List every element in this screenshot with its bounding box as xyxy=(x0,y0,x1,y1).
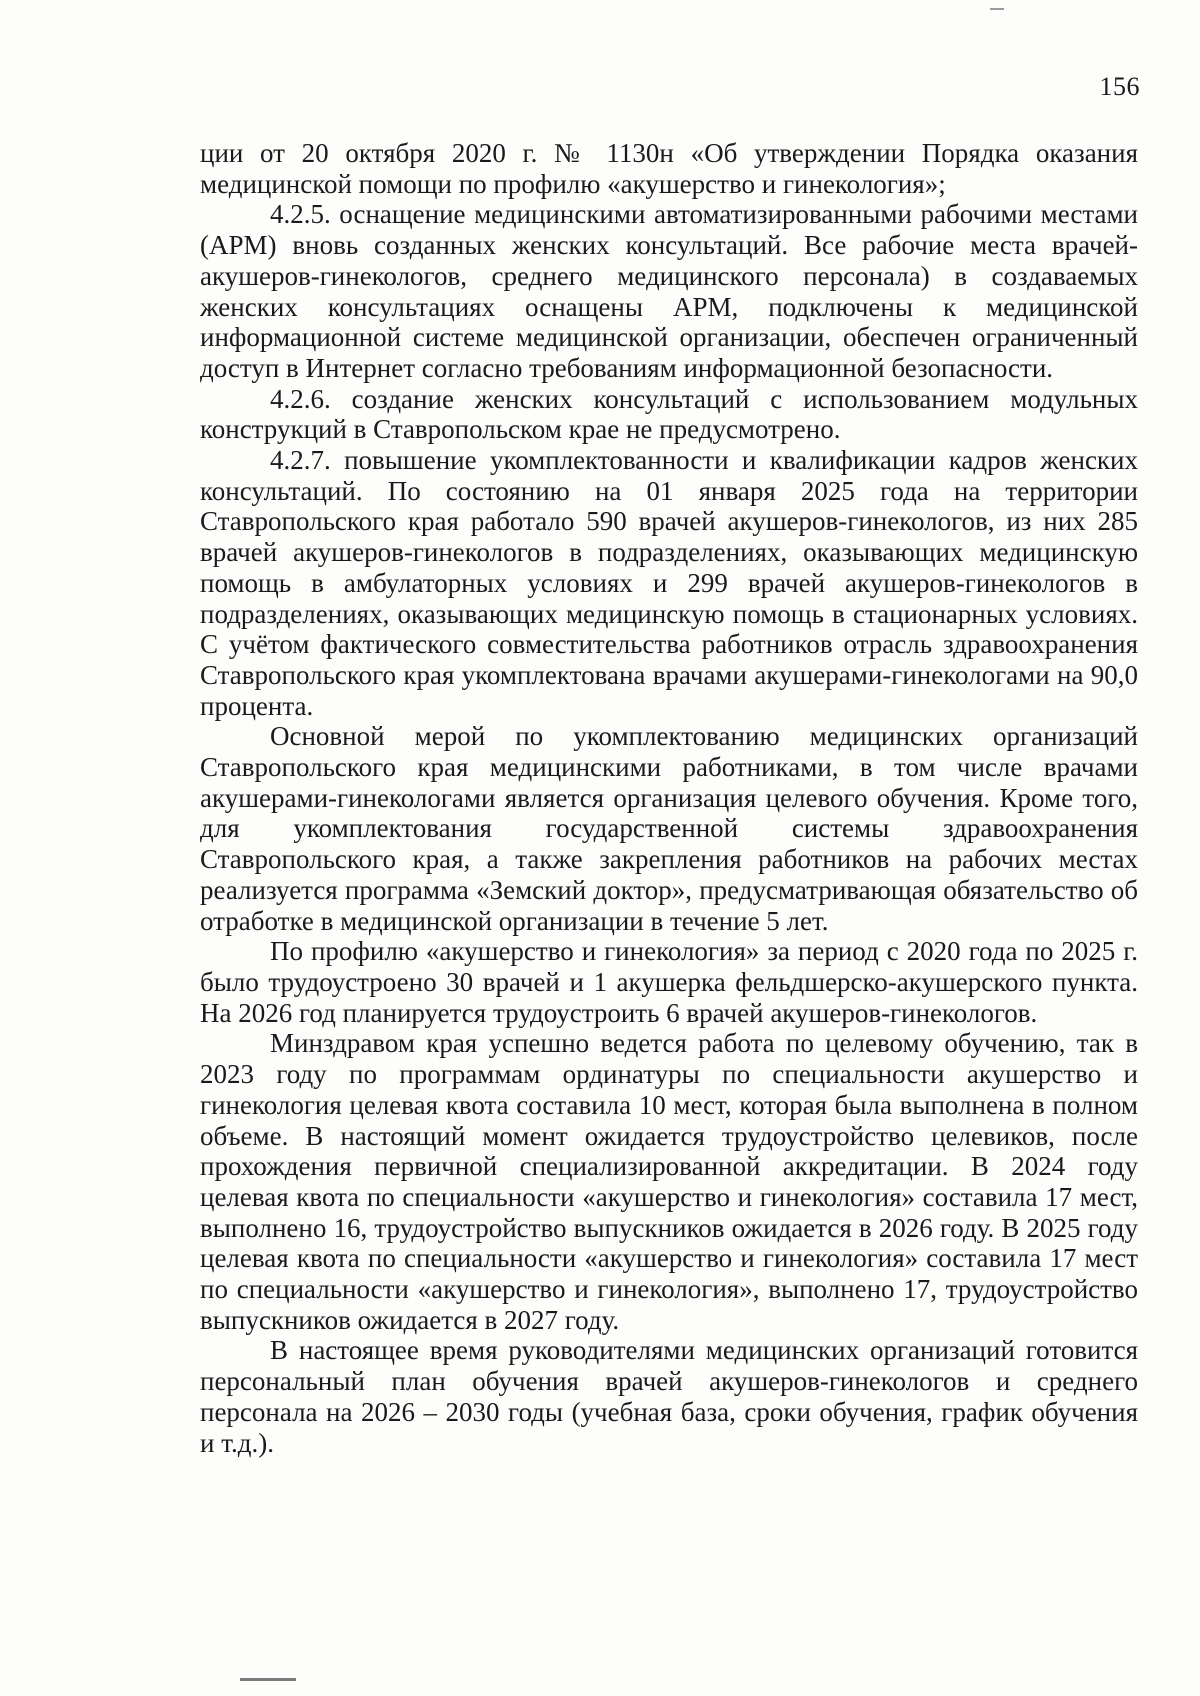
paragraph-training-plan-2026-2030: В настоящее время руководителями медицинских организаций готовится персональный план обучения врачей акушеров-гинекологов и среднего персонала на 2026 – 2030 годы (учебная база, сроки обучения, график обучения и т.д.). xyxy=(200,1335,1138,1458)
paragraph-employment-2020-2025: По профилю «акушерство и гинекология» за период с 2020 года по 2025 г. было трудоустроено 30 врачей и 1 акушерка фельдшерско-акушерского пункта. На 2026 год планируется трудоустроить 6 врачей акушеров-гинекологов. xyxy=(200,936,1138,1028)
paragraph-order-reference: ции от 20 октября 2020 г. № 1130н «Об утверждении Порядка оказания медицинской помощи по профилю «акушерство и гинекология»; xyxy=(200,138,1138,199)
page-number: 156 xyxy=(1099,72,1140,101)
paragraph-4-2-5-arm-equipment: 4.2.5. оснащение медицинскими автоматизированными рабочими местами (АРМ) вновь созданных женских консультаций. Все рабочие места врачей-акушеров-гинекологов, среднего медицинского персонала) в создаваемых женских консультациях оснащены АРМ, подключены к медицинской информационной системе медицинской организации, обеспечен ограниченный доступ в Интернет согласно требованиям информационной безопасности. xyxy=(200,199,1138,383)
paragraph-4-2-6-modular-construction: 4.2.6. создание женских консультаций с использованием модульных конструкций в Ставропольском крае не предусмотрено. xyxy=(200,383,1138,445)
scan-mark-top xyxy=(990,8,1004,10)
body-text xyxy=(200,138,1138,1458)
paragraph-ministry-quotas: Минздравом края успешно ведется работа по целевому обучению, так в 2023 году по программам ординатуры по специальности акушерство и гинекология целевая квота составила 10 мест, которая была выполнена в полном объеме. В настоящий момент ожидается трудоустройство целевиков, после прохождения первичной специализированной аккредитации. В 2024 году целевая квота по специальности «акушерство и гинекология» составила 17 мест, выполнено 16, трудоустройство выпускников ожидается в 2026 году. В 2025 году целевая квота по специальности «акушерство и гинекология» составила 17 мест по специальности «акушерство и гинекология», выполнено 17, трудоустройство выпускников ожидается в 2027 году. xyxy=(200,1028,1138,1335)
paragraph-4-2-7-staffing: 4.2.7. повышение укомплектованности и квалификации кадров женских консультаций. По состоянию на 01 января 2025 года на территории Ставропольского края работало 590 врачей акушеров-гинекологов, из них 285 врачей акушеров-гинекологов в подразделениях, оказывающих медицинскую помощь в амбулаторных условиях и 299 врачей акушеров-гинекологов в подразделениях, оказывающих медицинскую помощь в стационарных условиях. С учётом фактического совместительства работников отрасль здравоохранения Ставропольского края укомплектована врачами акушерами-гинекологами на 90,0 процента. xyxy=(200,445,1138,721)
scan-mark-bottom xyxy=(240,1678,296,1681)
paragraph-targeted-training: Основной мерой по укомплектованию медицинских организаций Ставропольского края медицинскими работниками, в том числе врачами акушерами-гинекологами является организация целевого обучения. Кроме того, для укомплектования государственной системы здравоохранения Ставропольского края, а также закрепления работников на рабочих местах реализуется программа «Земский доктор», предусматривающая обязательство об отработке в медицинской организации в течение 5 лет. xyxy=(200,721,1138,936)
